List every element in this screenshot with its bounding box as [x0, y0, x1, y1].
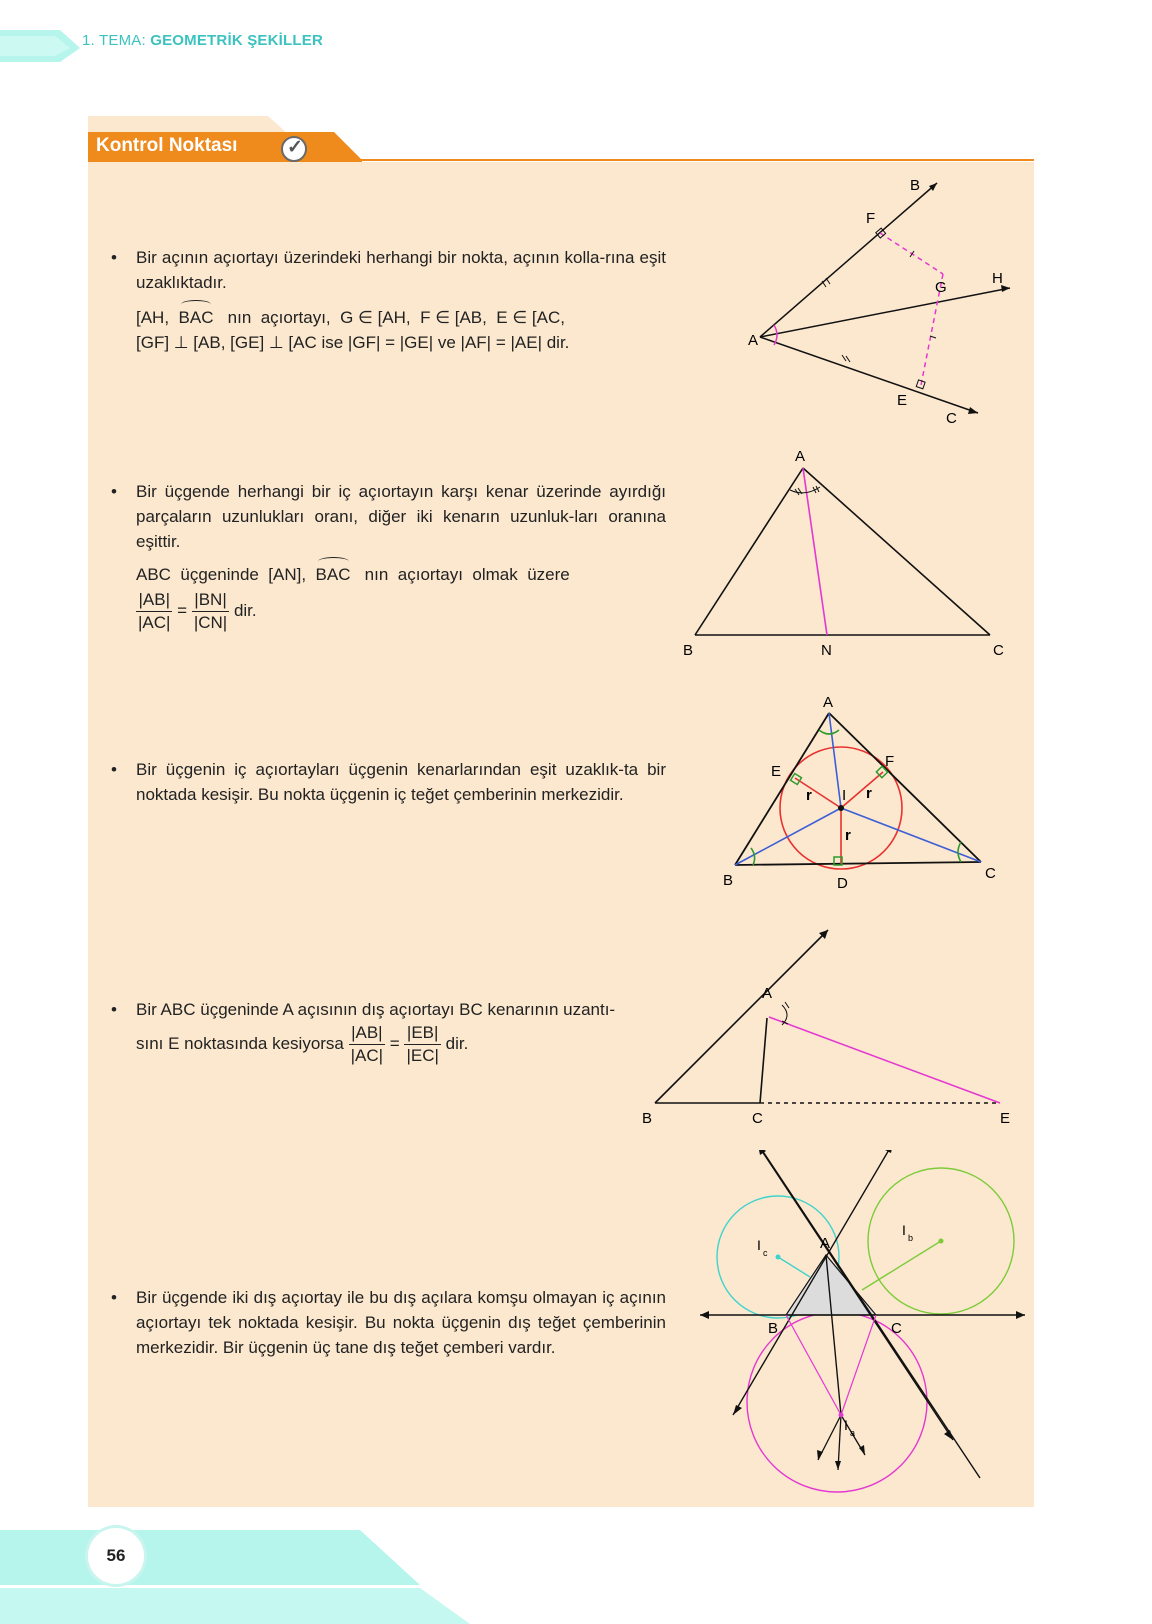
svg-text:B: B [910, 177, 921, 194]
svg-text:A: A [820, 1235, 831, 1252]
page-number: 56 [88, 1528, 144, 1584]
bullet-4: • [111, 1000, 117, 1019]
chapter-title: GEOMETRİK ŞEKİLLER [150, 32, 323, 49]
svg-text:F: F [885, 753, 895, 770]
svg-text:a: a [850, 1428, 856, 1438]
svg-text:A: A [762, 985, 773, 1002]
chapter-number: 1. TEMA: [82, 32, 146, 49]
svg-text:A: A [795, 448, 806, 465]
svg-text:C: C [946, 410, 957, 427]
svg-text:B: B [642, 1110, 653, 1127]
svg-text:I: I [844, 1417, 848, 1433]
footer-decoration [0, 1530, 480, 1624]
section-title-bar-tip [326, 132, 362, 162]
item-3-text: Bir üçgenin iç açıortayları üçgenin kenarlarından eşit uzaklık-ta bir noktada kesişir. Bu nokta üçgenin iç teğet çemberinin merkezidir. [136, 760, 666, 804]
svg-text:C: C [985, 865, 996, 882]
svg-text:B: B [723, 872, 734, 889]
svg-text:C: C [752, 1110, 763, 1127]
item-2-math: ABC üçgeninde [AN], BAC nın açıortayı olmak üzere $\frac{|AB|}{|AC|}$ = $\frac{|BN|}{|CN|}$ dir. [136, 562, 666, 634]
svg-text:A: A [823, 694, 834, 711]
item-4-text-line1: Bir ABC üçgeninde A açısının dış açıortayı BC kenarının uzantı- [136, 1000, 616, 1019]
section-title: Kontrol Noktası [96, 135, 238, 156]
item-5-text: Bir üçgende iki dış açıortay ile bu dış açılara komşu olmayan iç açının açıortayı tek noktada kesişir. Bu nokta üçgenin dış teğet çemberinin merkezidir. Bir üçgenin üç tane dış teğet çemberi vardır. [136, 1288, 666, 1357]
bullet-5: • [111, 1288, 117, 1307]
svg-text:N: N [821, 642, 832, 659]
svg-text:I: I [842, 787, 847, 804]
svg-text:r: r [866, 785, 872, 802]
chapter-header [82, 32, 323, 49]
svg-text:E: E [1000, 1110, 1011, 1127]
svg-text:r: r [806, 787, 812, 804]
svg-text:E: E [897, 392, 908, 409]
bullet-2: • [111, 482, 117, 501]
svg-text:B: B [683, 642, 694, 659]
svg-text:E: E [771, 763, 782, 780]
svg-text:r: r [845, 827, 851, 844]
svg-text:B: B [768, 1320, 779, 1337]
svg-text:C: C [993, 642, 1004, 659]
bullet-3: • [111, 760, 117, 779]
svg-text:c: c [763, 1248, 768, 1258]
item-1-math: [AH, BAC nın açıortayı, G ∈ [AH, F ∈ [AB, E ∈ [AC, [GF] ⊥ [AB, [GE] ⊥ [AC ise |GF| = |GE| ve |AF| = |AE| dir. [136, 305, 668, 355]
checkmark-icon: ✓ [281, 136, 307, 162]
item-4-text-line2: sını E noktasında kesiyorsa $\frac{|AB|}{|AC|}$ = $\frac{|EB|}{|EC|}$ dir. [136, 1023, 469, 1065]
item-2-text: Bir üçgende herhangi bir iç açıortayın karşı kenar üzerinde ayırdığı parçaların uzunlukları oranı, diğer iki kenarın uzunluk-ları oranına eşittir. [136, 482, 666, 551]
item-1-text: Bir açının açıortayı üzerindeki herhangi bir nokta, açının kolla-rına eşit uzaklıktadır. [136, 248, 666, 292]
svg-text:C: C [891, 1320, 902, 1337]
figure-angle-bisector [740, 175, 1020, 435]
svg-text:H: H [992, 270, 1003, 287]
svg-text:b: b [908, 1233, 914, 1243]
figure-incircle [715, 690, 1015, 890]
svg-text:I: I [757, 1237, 761, 1253]
svg-text:F: F [866, 210, 876, 227]
svg-text:G: G [935, 279, 947, 296]
figure-inner-bisector [675, 445, 1015, 660]
svg-text:D: D [837, 875, 848, 890]
figure-excircles [700, 1150, 1030, 1500]
svg-text:I: I [902, 1222, 906, 1238]
bullet-1: • [111, 248, 117, 267]
svg-text:A: A [748, 332, 759, 349]
figure-outer-bisector [630, 920, 1020, 1130]
section-title-underline [330, 159, 1034, 161]
